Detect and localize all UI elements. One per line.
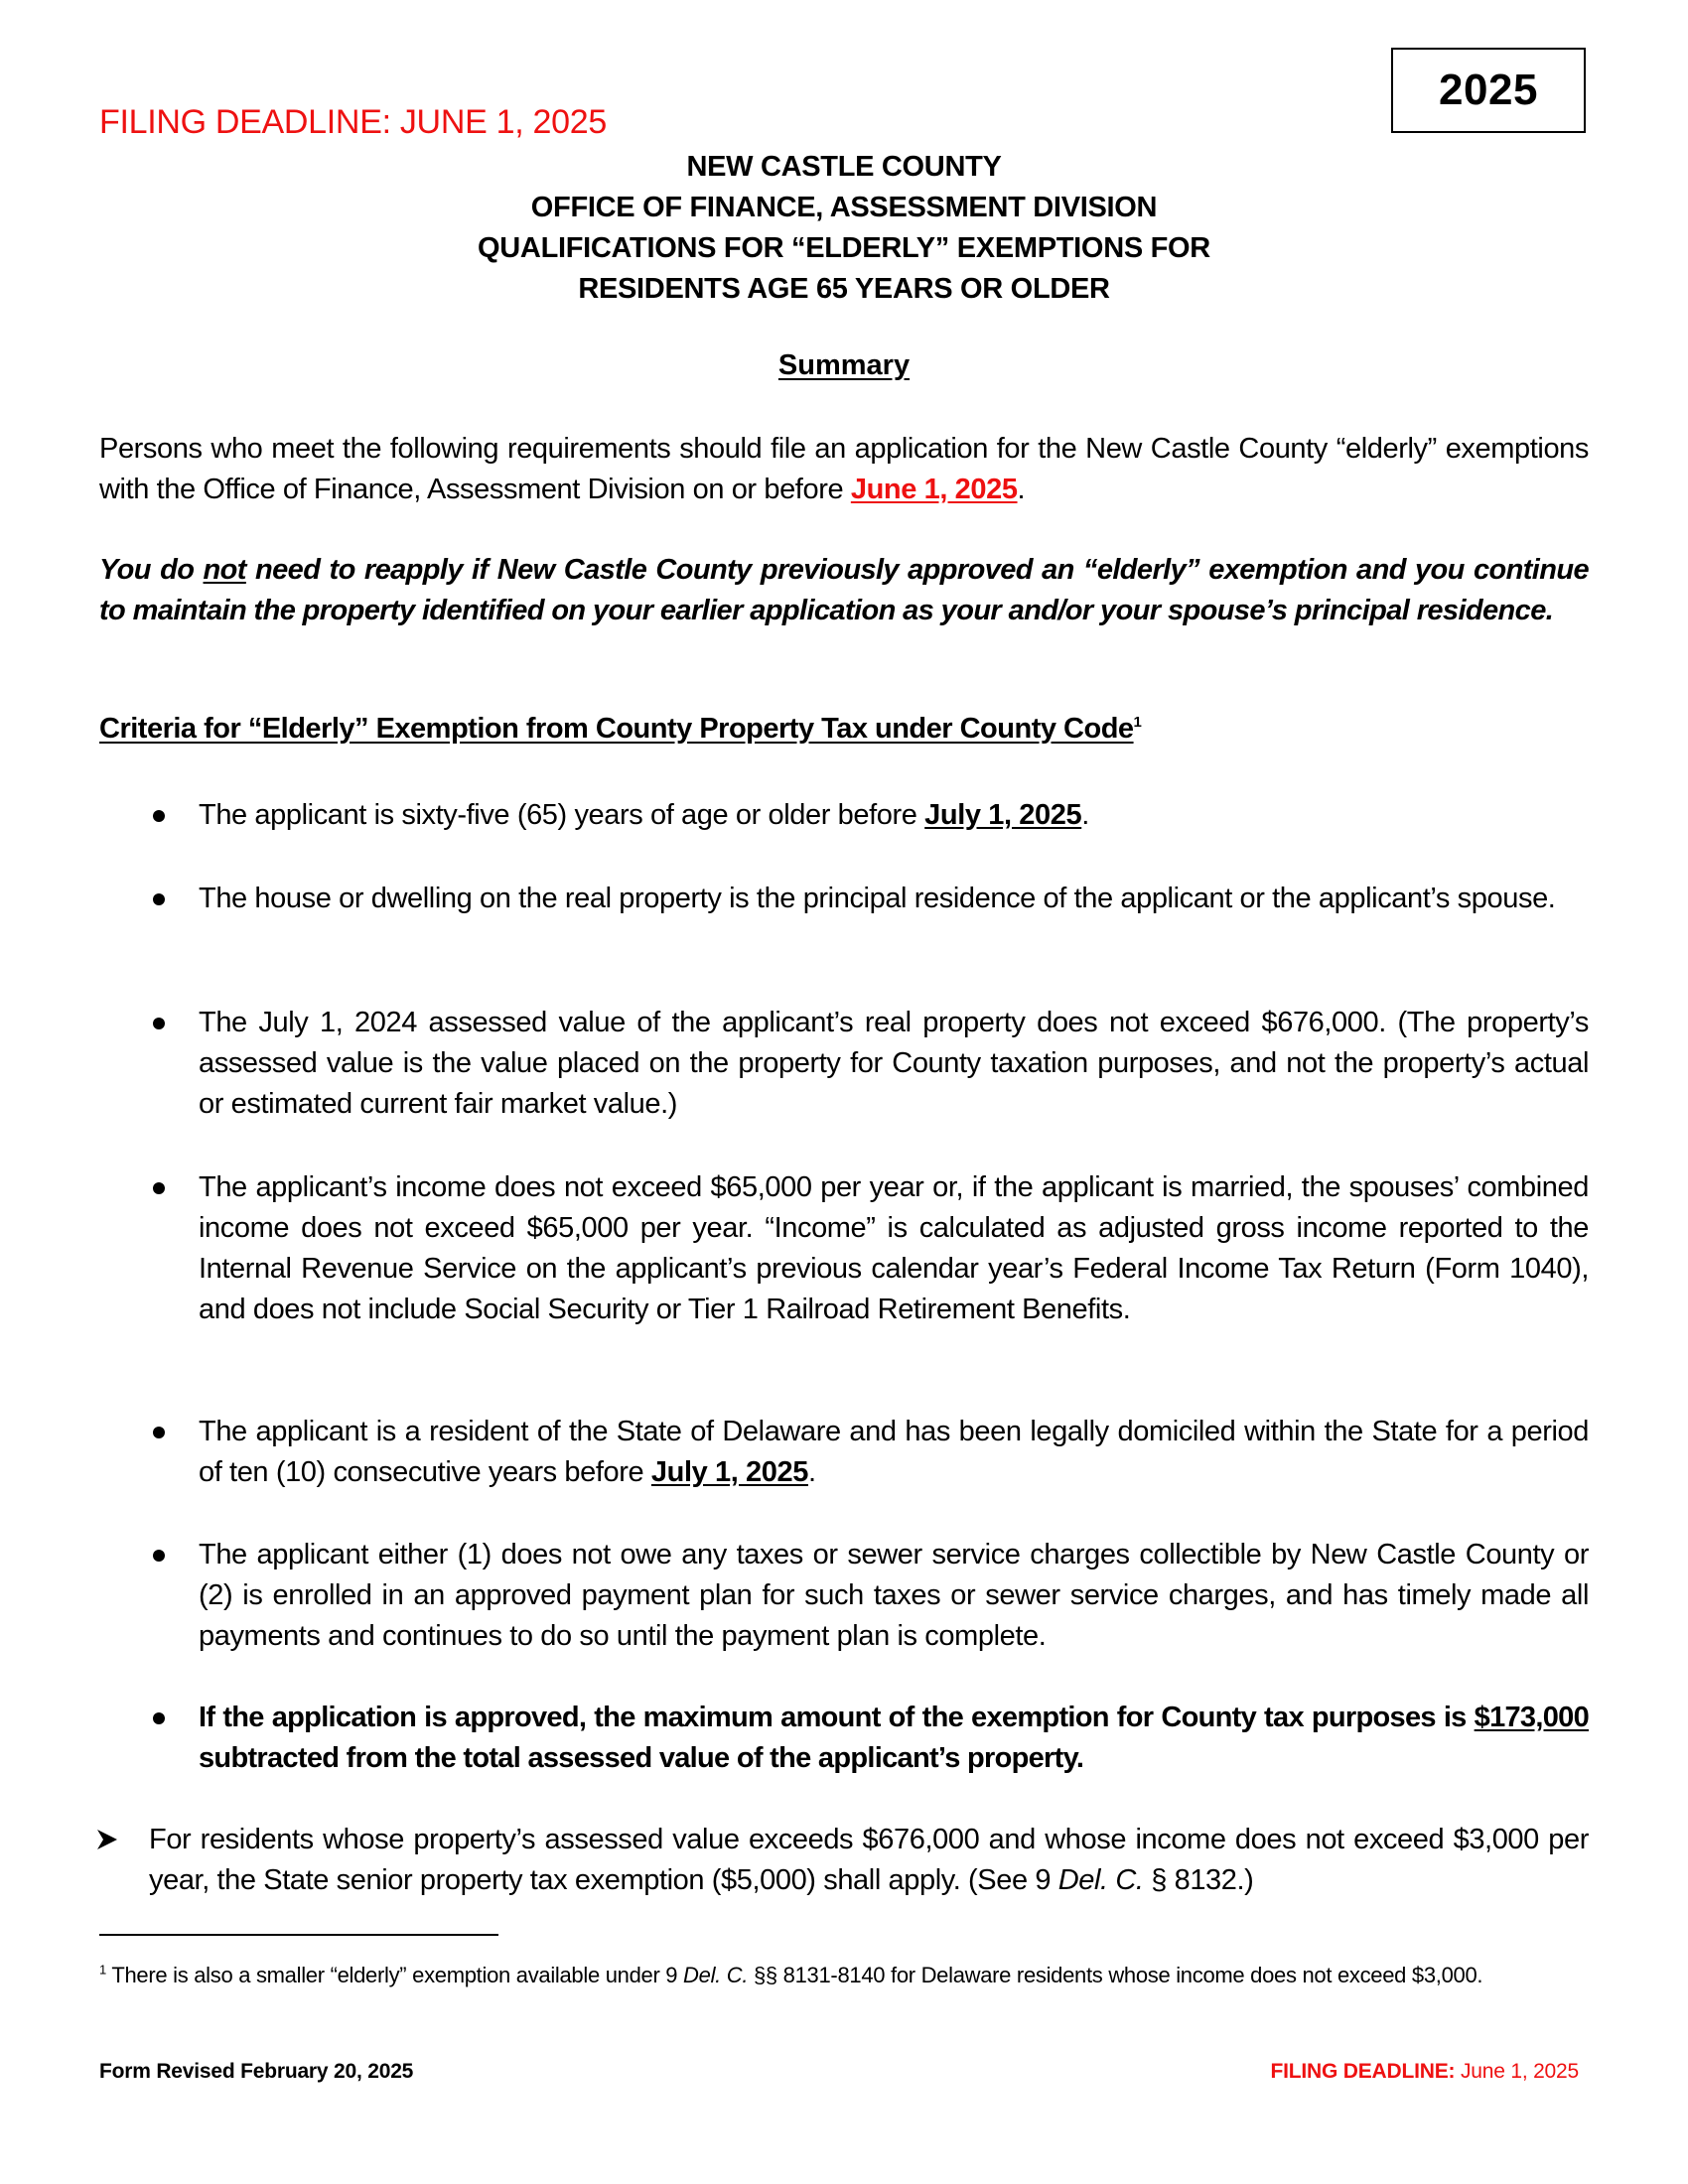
criteria-text-end: subtracted from the total assessed value of the applicant’s property. (199, 1742, 1084, 1774)
state-note-citation: Del. C. (1057, 1864, 1144, 1896)
footnote-text: There is also a smaller “elderly” exemption available under 9 (105, 1963, 684, 1987)
header-line-county: NEW CASTLE COUNTY (686, 151, 1002, 183)
footer-deadline (1271, 2060, 1579, 2084)
reapply-note-part2: need to reapply if New Castle County previously approved an “elderly” exemption and you continue to maintain the property identified on your earlier application as your and/or your spouse’s principal residence. (99, 554, 1589, 626)
criteria-date: July 1, 2025 (650, 1456, 808, 1488)
intro-deadline-date: June 1, 2025 (850, 474, 1018, 505)
reapply-note-part1: You do (99, 554, 204, 586)
bullet-icon (153, 1550, 165, 1562)
state-note-section: § 8132.) (1143, 1864, 1254, 1896)
footer-deadline-date: June 1, 2025 (1455, 2060, 1579, 2083)
criteria-period: . (807, 1456, 816, 1488)
criteria-period: . (1081, 799, 1089, 831)
intro-paragraph (99, 429, 1589, 510)
criteria-item-taxes-owed (147, 1535, 1589, 1657)
bullet-icon (153, 810, 165, 822)
header-line-residents: RESIDENTS AGE 65 YEARS OR OLDER (578, 273, 1110, 305)
form-year: 2025 (1439, 66, 1538, 114)
bullet-icon (153, 1712, 165, 1724)
bullet-icon (153, 893, 165, 905)
criteria-heading: Criteria for “Elderly” Exemption from County Property Tax under County Code$^1$ (99, 713, 1142, 745)
criteria-heading-text: Criteria for “Elderly” Exemption from County Property Tax under County Code (99, 713, 1134, 745)
criteria-item-max-exemption (147, 1698, 1589, 1779)
document-header (0, 147, 1688, 310)
state-exemption-note (95, 1820, 1589, 1901)
filing-deadline-banner: FILING DEADLINE: JUNE 1, 2025 (99, 103, 607, 141)
intro-text: Persons who meet the following requirements should file an application for the New Castle County “elderly” exemptions with the Office of Finance, Assessment Division on or before (99, 433, 1589, 505)
arrow-bullet-icon (95, 1828, 119, 1851)
bullet-icon (153, 1182, 165, 1194)
criteria-item-residence (147, 879, 1589, 919)
criteria-text: The applicant either (1) does not owe any taxes or sewer service charges collectible by New Castle County or (2) is enrolled in an approved payment plan for such taxes or sewer service charges, and has timely made all payments and continues to do so until the payment plan is complete. (199, 1539, 1589, 1652)
criteria-text: The house or dwelling on the real property is the principal residence of the applicant or the applicant’s spouse. (199, 883, 1556, 914)
header-line-qualifications: QUALIFICATIONS FOR “ELDERLY” EXEMPTIONS FOR (478, 232, 1210, 264)
form-year-box (1391, 48, 1586, 133)
header-line-office: OFFICE OF FINANCE, ASSESSMENT DIVISION (530, 192, 1158, 223)
criteria-text: The July 1, 2024 assessed value of the applicant’s real property does not exceed $676,000. (The property’s assessed value is the value placed on the property for County taxation purposes, and not the property’s actual or estimated current fair market value.) (199, 1007, 1589, 1120)
footer-deadline-label: FILING DEADLINE: (1270, 2060, 1456, 2083)
criteria-item-income (147, 1167, 1589, 1330)
state-note-text: For residents whose property’s assessed value exceeds $676,000 and whose income does not exceed $3,000 per year, the State senior property tax exemption ($5,000) shall apply. (See 9 (149, 1824, 1589, 1896)
bullet-icon (153, 1018, 165, 1029)
criteria-item-age (147, 795, 1589, 836)
footnote-citation: Del. C. (683, 1963, 749, 1987)
footnote (99, 1958, 1589, 1992)
bullet-icon (153, 1427, 165, 1438)
intro-period: . (1017, 474, 1026, 505)
footnote-divider (99, 1934, 498, 1936)
criteria-item-assessed-value (147, 1003, 1589, 1125)
form-revised-date: Form Revised February 20, 2025 (99, 2060, 414, 2083)
criteria-text: The applicant is a resident of the State of Delaware and has been legally domiciled within the State for a period of ten (10) consecutive years before (199, 1416, 1589, 1488)
criteria-text: The applicant is sixty-five (65) years of age or older before (199, 799, 925, 831)
criteria-date: July 1, 2025 (924, 799, 1082, 831)
footnote-marker: 1 (99, 1962, 106, 1978)
reapply-note-not: not (203, 554, 246, 586)
criteria-text: The applicant’s income does not exceed $65,000 per year or, if the applicant is married, the spouses’ combined income does not exceed $65,000 per year. “Income” is calculated as adjusted gross income reported to the Internal Revenue Service on the applicant’s previous calendar year’s Federal Income Tax Return (Form 1040), and does not include Social Security or Tier 1 Railroad Retirement Benefits. (199, 1171, 1589, 1325)
criteria-text: If the application is approved, the maximum amount of the exemption for County tax purposes is (199, 1702, 1475, 1733)
footnote-text-end: §§ 8131-8140 for Delaware residents whose income does not exceed $3,000. (748, 1963, 1483, 1987)
summary-heading: Summary (777, 349, 911, 381)
criteria-item-domicile (147, 1412, 1589, 1493)
max-exemption-amount: $173,000 (1474, 1702, 1589, 1733)
reapply-note (99, 550, 1589, 631)
